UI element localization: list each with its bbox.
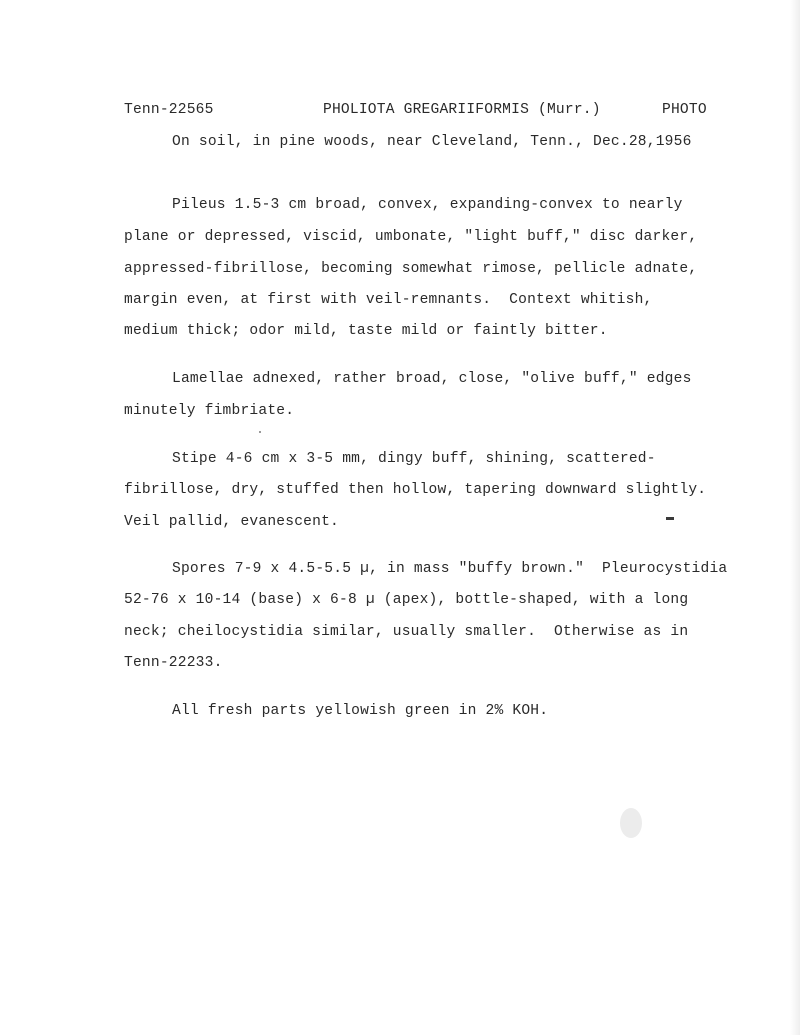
- habitat-line: On soil, in pine woods, near Cleveland, Tenn., Dec.28,1956: [172, 134, 692, 150]
- pileus-line-2: plane or depressed, viscid, umbonate, "light buff," disc darker,: [124, 229, 698, 245]
- accession-number: Tenn-22565: [124, 102, 214, 118]
- stipe-line-2: fibrillose, dry, stuffed then hollow, tapering downward slightly.: [124, 482, 707, 498]
- photo-label: PHOTO: [662, 102, 707, 118]
- spores-line-2: 52-76 x 10-14 (base) x 6-8 µ (apex), bottle-shaped, with a long: [124, 592, 689, 608]
- pileus-line-3: appressed-fibrillose, becoming somewhat rimose, pellicle adnate,: [124, 261, 698, 277]
- species-name: PHOLIOTA GREGARIIFORMIS (Murr.): [323, 102, 601, 118]
- page-edge-shadow: [790, 0, 800, 1035]
- dust-speck: [259, 431, 261, 433]
- spores-line-1: Spores 7-9 x 4.5-5.5 µ, in mass "buffy brown." Pleurocystidia: [172, 561, 728, 577]
- lamellae-line-1: Lamellae adnexed, rather broad, close, "olive buff," edges: [172, 371, 692, 387]
- scan-smudge: [620, 808, 642, 838]
- stipe-line-1: Stipe 4-6 cm x 3-5 mm, dingy buff, shining, scattered-: [172, 451, 656, 467]
- ink-speck: [666, 517, 674, 520]
- stipe-line-3: Veil pallid, evanescent.: [124, 514, 339, 530]
- pileus-line-4: margin even, at first with veil-remnants. Context whitish,: [124, 292, 653, 308]
- pileus-line-5: medium thick; odor mild, taste mild or faintly bitter.: [124, 323, 608, 339]
- spores-line-4: Tenn-22233.: [124, 655, 223, 671]
- pileus-line-1: Pileus 1.5-3 cm broad, convex, expanding-convex to nearly: [172, 197, 683, 213]
- koh-reaction-line: All fresh parts yellowish green in 2% KOH.: [172, 703, 549, 719]
- lamellae-line-2: minutely fimbriate.: [124, 403, 295, 419]
- spores-line-3: neck; cheilocystidia similar, usually smaller. Otherwise as in: [124, 624, 689, 640]
